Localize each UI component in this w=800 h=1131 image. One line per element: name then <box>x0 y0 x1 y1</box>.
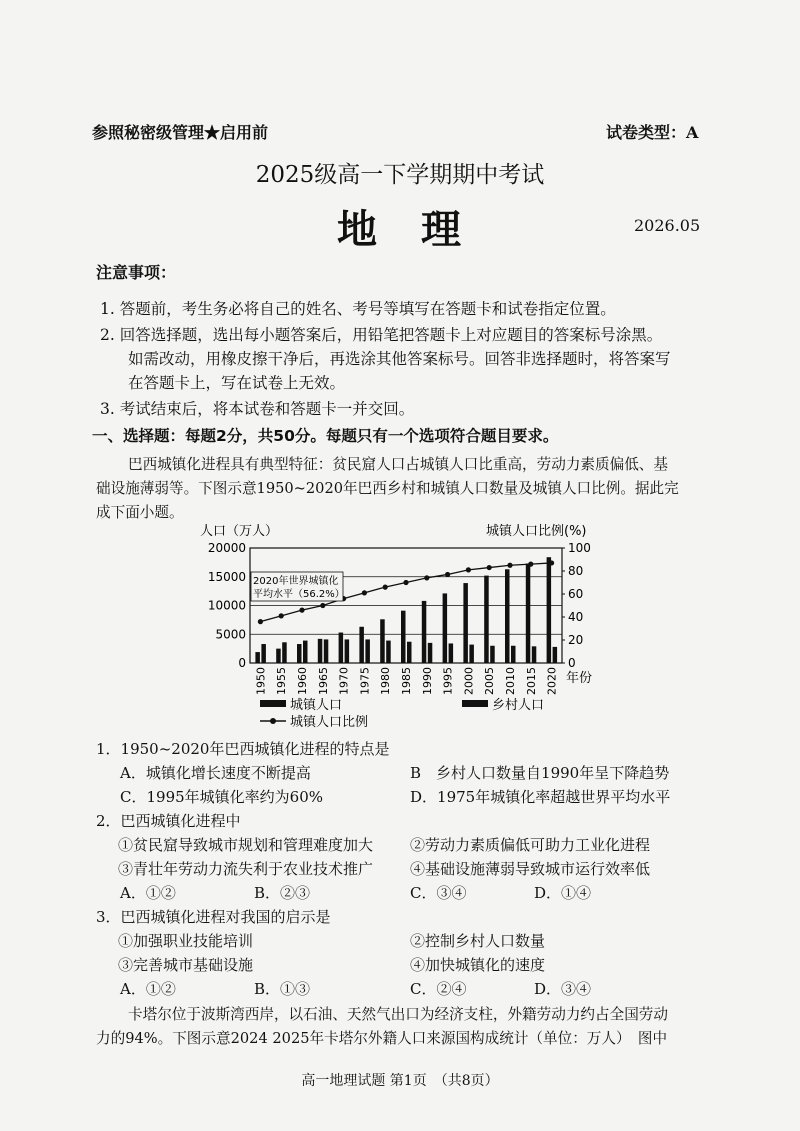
left-tick-label-10000: 10000 <box>207 598 246 613</box>
legend-rural-label: 乡村人口 <box>492 698 545 713</box>
right-axis-ticks <box>562 541 591 670</box>
ratio-point-2010 <box>507 563 512 568</box>
exam-date: 2026.05 <box>634 216 701 235</box>
q2-option-a: A．①② <box>120 884 176 902</box>
subject-title: 地 理 <box>337 206 463 253</box>
x-tick-label-2005: 2005 <box>483 667 497 695</box>
right-axis-title: 城镇人口比例(%) <box>486 524 587 539</box>
intro-line-3: 成下面小题。 <box>96 504 184 521</box>
q1-stem: 1．1950~2020年巴西城镇化进程的特点是 <box>96 740 390 758</box>
q2-option-d: D．①④ <box>534 884 592 902</box>
q2-statement-4: ④基础设施薄弱导致城市运行效率低 <box>410 860 651 878</box>
section-title: 一、选择题：每题2分，共50分。每题只有一个选项符合题目要求。 <box>92 427 559 445</box>
bar-rural-2010 <box>511 646 516 663</box>
right-tick-label-100: 100 <box>568 541 591 555</box>
bar-urban-1975 <box>359 627 364 663</box>
bar-rural-1950 <box>261 644 266 663</box>
intro-line-1: 巴西城镇化进程具有典型特征：贫民窟人口占城镇人口比重高，劳动力素质偏低、基 <box>128 456 668 473</box>
left-tick-label-0: 0 <box>238 656 246 670</box>
ratio-point-2015 <box>528 562 533 567</box>
left-axis-title: 人口（万人） <box>200 524 279 539</box>
left-tick-label-15000: 15000 <box>207 569 246 584</box>
bar-urban-2020 <box>547 557 552 663</box>
q3-statement-1: ①加强职业技能培训 <box>118 932 254 950</box>
q1-option-b: B 乡村人口数量自1990年呈下降趋势 <box>410 764 670 782</box>
x-tick-label-1985: 1985 <box>400 667 413 695</box>
x-tick-label-1980: 1980 <box>379 667 393 695</box>
ratio-point-2000 <box>466 567 471 572</box>
world-reference-label-1: 2020年世界城镇化 <box>253 576 339 587</box>
bar-urban-1950 <box>255 652 260 663</box>
bar-urban-1980 <box>380 619 385 663</box>
qatar-line-2: 力的94%。下图示意2024 2025年卡塔尔外籍人口来源国构成统计（单位：万人） 图中 <box>96 1030 668 1047</box>
world-reference-label-2: 平均水平（56.2%） <box>253 589 345 600</box>
bar-urban-2000 <box>463 583 468 663</box>
ratio-point-1990 <box>424 575 429 580</box>
paper-type: 试卷类型：A <box>606 123 699 142</box>
q3-statement-2: ②控制乡村人口数量 <box>410 932 546 950</box>
right-tick-label-20: 20 <box>568 633 584 647</box>
legend-ratio-label: 城镇人口比例 <box>290 715 369 730</box>
bar-urban-2005 <box>484 576 489 663</box>
bar-rural-1955 <box>282 642 287 663</box>
x-tick-label-1955: 1955 <box>275 667 289 695</box>
bar-rural-1970 <box>345 639 350 663</box>
legend-urban-label: 城镇人口 <box>290 698 343 713</box>
bar-urban-1985 <box>401 611 406 663</box>
q2-statement-3: ③青壮年劳动力流失利于农业技术推广 <box>118 860 374 878</box>
ratio-point-1985 <box>403 580 408 585</box>
ratio-point-1960 <box>299 608 304 613</box>
ratio-point-1950 <box>258 619 263 624</box>
left-tick-label-20000: 20000 <box>207 541 246 555</box>
page-footer: 高一地理试题 第1页 （共8页） <box>301 1073 499 1089</box>
bar-rural-2015 <box>532 646 537 663</box>
ratio-point-1965 <box>320 603 325 608</box>
ratio-point-2005 <box>487 565 492 570</box>
q3-option-b: B．①③ <box>254 980 311 998</box>
note-item-1: 1. 答题前，考生务必将自己的姓名、考号等填写在答题卡和试卷指定位置。 <box>100 300 616 318</box>
bar-rural-2020 <box>553 647 558 663</box>
x-tick-label-1975: 1975 <box>358 667 372 695</box>
ratio-point-1955 <box>279 613 284 618</box>
x-tick-label-1965: 1965 <box>316 667 330 695</box>
bar-rural-1990 <box>428 643 433 663</box>
bar-urban-1955 <box>276 649 281 663</box>
right-tick-label-40: 40 <box>568 610 584 624</box>
x-tick-label-2000: 2000 <box>462 667 476 695</box>
x-axis-labels <box>254 667 558 695</box>
bar-rural-1985 <box>407 642 412 663</box>
x-tick-label-2015: 2015 <box>524 667 538 695</box>
bar-rural-2000 <box>469 645 474 663</box>
ratio-point-2020 <box>549 560 554 565</box>
q2-option-c: C．③④ <box>410 884 467 902</box>
bar-urban-1965 <box>318 639 323 663</box>
x-tick-label-2010: 2010 <box>504 667 517 695</box>
intro-line-2: 础设施薄弱等。下图示意1950~2020年巴西乡村和城镇人口数量及城镇人口比例。据此完 <box>96 480 679 497</box>
x-tick-label-2020: 2020 <box>545 667 559 695</box>
q3-statement-4: ④加快城镇化的速度 <box>410 956 546 974</box>
ratio-point-1975 <box>362 590 367 595</box>
q2-option-b: B．②③ <box>254 884 311 902</box>
q1-option-c: C．1995年城镇化率约为60% <box>120 788 323 806</box>
q3-option-a: A．①② <box>120 980 176 998</box>
bar-urban-2015 <box>526 564 531 663</box>
q3-statement-3: ③完善城市基础设施 <box>118 956 254 974</box>
note-item-2-cont2: 在答题卡上，写在试卷上无效。 <box>128 374 346 392</box>
q3-stem: 3．巴西城镇化进程对我国的启示是 <box>96 908 331 926</box>
bar-urban-1995 <box>443 593 448 663</box>
q1-option-d: D．1975年城镇化率超越世界平均水平 <box>410 788 671 806</box>
left-axis-ticks <box>208 541 246 670</box>
x-axis-title: 年份 <box>566 671 593 686</box>
left-tick-label-5000: 5000 <box>215 627 246 642</box>
x-tick-label-1995: 1995 <box>441 667 455 695</box>
note-item-2-cont: 如需改动，用橡皮擦干净后，再选涂其他答案标号。回答非选择题时，将答案写 <box>128 350 671 368</box>
bar-rural-1960 <box>303 641 308 663</box>
right-tick-label-60: 60 <box>568 587 584 601</box>
bar-rural-1995 <box>449 643 454 663</box>
bar-rural-1965 <box>324 639 329 663</box>
bar-urban-2010 <box>505 569 510 663</box>
bar-rural-1980 <box>386 641 391 663</box>
note-item-2: 2. 回答选择题，选出每小题答案后，用铅笔把答题卡上对应题目的答案标号涂黑。 <box>100 326 663 344</box>
bar-urban-1970 <box>339 633 344 663</box>
bar-urban-1960 <box>297 644 302 663</box>
q1-option-a: A．城镇化增长速度不断提高 <box>120 764 311 782</box>
legend-ratio-marker <box>270 718 276 724</box>
note-item-3: 3. 考试结束后，将本试卷和答题卡一并交回。 <box>100 400 415 418</box>
qatar-line-1: 卡塔尔位于波斯湾西岸，以石油、天然气出口为经济支柱，外籍劳动力约占全国劳动 <box>128 1006 668 1023</box>
ratio-point-1995 <box>445 572 450 577</box>
secrecy-label: 参照秘密级管理★启用前 <box>92 123 269 142</box>
legend-rural-swatch <box>462 700 488 707</box>
notes-heading: 注意事项： <box>96 263 177 282</box>
x-tick-label-1970: 1970 <box>337 667 351 695</box>
urbanization-chart <box>190 520 630 732</box>
bar-rural-1975 <box>365 639 370 663</box>
q3-option-d: D．③④ <box>534 980 592 998</box>
q2-statement-1: ①贫民窟导致城市规划和管理难度加大 <box>118 836 374 854</box>
bar-urban-1990 <box>422 601 427 663</box>
x-tick-label-1990: 1990 <box>420 667 434 695</box>
right-tick-label-80: 80 <box>568 564 584 578</box>
x-tick-label-1960: 1960 <box>296 667 309 695</box>
legend-urban-swatch <box>260 700 286 707</box>
exam-title: 2025级高一下学期期中考试 <box>255 162 545 188</box>
bar-rural-2005 <box>490 646 495 663</box>
ratio-point-1980 <box>383 585 388 590</box>
x-tick-label-1950: 1950 <box>254 667 268 695</box>
q2-statement-2: ②劳动力素质偏低可助力工业化进程 <box>410 836 651 854</box>
q3-option-c: C．②④ <box>410 980 467 998</box>
q2-stem: 2．巴西城镇化进程中 <box>96 812 241 830</box>
right-tick-label-0: 0 <box>568 656 576 670</box>
